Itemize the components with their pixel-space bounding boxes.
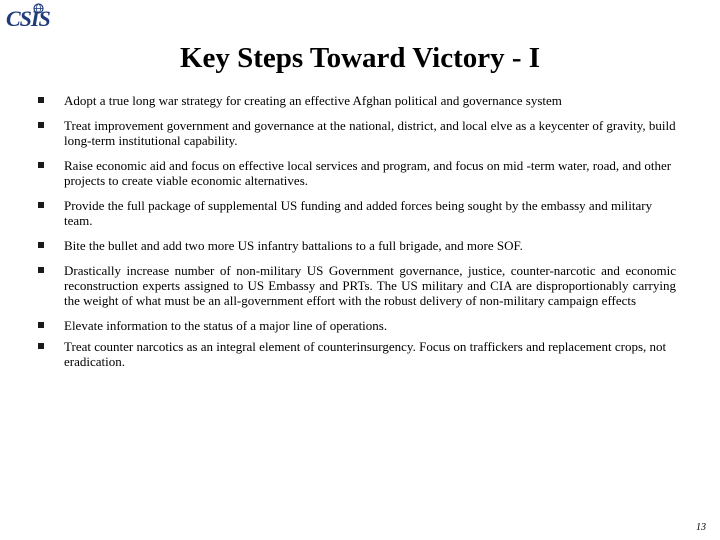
bullet-item xyxy=(36,339,676,369)
bullet-item xyxy=(36,158,676,188)
square-bullet-icon xyxy=(38,162,44,168)
bullet-item xyxy=(36,198,676,228)
square-bullet-icon xyxy=(38,97,44,103)
bullet-text: Bite the bullet and add two more US infantry battalions to a full brigade, and more SOF. xyxy=(64,238,523,253)
square-bullet-icon xyxy=(38,343,44,349)
bullet-text: Raise economic aid and focus on effective local services and program, and focus on mid -term water, road, and other projects to create viable economic alternatives. xyxy=(64,158,672,188)
page-number: 13 xyxy=(696,522,706,533)
square-bullet-icon xyxy=(38,242,44,248)
bullet-item xyxy=(36,93,676,108)
square-bullet-icon xyxy=(38,322,44,328)
bullet-text: Adopt a true long war strategy for creating an effective Afghan political and governance system xyxy=(64,93,562,108)
globe-icon xyxy=(33,3,44,14)
bullet-list xyxy=(36,93,676,379)
square-bullet-icon xyxy=(38,267,44,273)
bullet-text: Treat counter narcotics as an integral element of counterinsurgency. Focus on traffickers and replacement crops, not eradication. xyxy=(64,339,667,369)
csis-logo xyxy=(6,2,52,34)
bullet-text: Treat improvement government and governance at the national, district, and local elve as a keycenter of gravity, build long-term institutional capability. xyxy=(64,118,676,148)
bullet-text: Elevate information to the status of a major line of operations. xyxy=(64,318,388,333)
square-bullet-icon xyxy=(38,122,44,128)
csis-logo-text: CSIS xyxy=(6,6,50,31)
bullet-item xyxy=(36,318,676,333)
bullet-text: Provide the full package of supplemental US funding and added forces being sought by the embassy and military team. xyxy=(64,198,653,228)
bullet-item xyxy=(36,238,676,253)
bullet-item xyxy=(36,118,676,148)
bullet-item xyxy=(36,263,676,308)
slide-title: Key Steps Toward Victory - I xyxy=(179,42,541,74)
square-bullet-icon xyxy=(38,202,44,208)
bullet-text: Drastically increase number of non-military US Government governance, justice, counter-narcotic and economic reconstruction experts assigned to US Embassy and PRTs. The US military and CIA are disproportionably carrying the weight of what must be an all-government effort with the robust delivery of non-military campaign effects xyxy=(64,263,676,308)
